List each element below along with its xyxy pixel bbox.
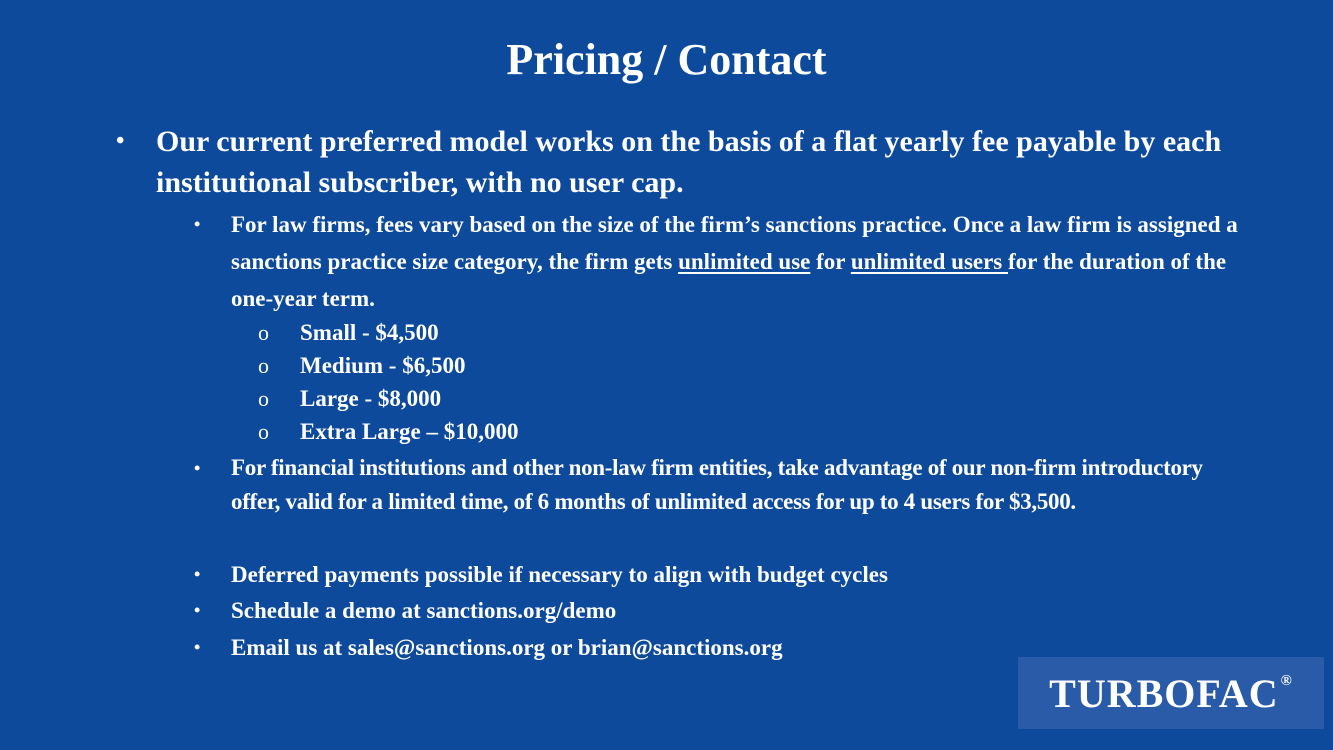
unlimited-use-text: unlimited use xyxy=(678,249,811,274)
registered-mark: ® xyxy=(1280,672,1293,689)
law-firms-text-a: For law firms, fees vary based on the size of the firm’s sanctions practice. Once a law firm is assigned a sanctions practice size category, the firm gets xyxy=(231,212,1238,274)
law-firms-text-b: for xyxy=(810,249,851,274)
tier-label: Large - $8,000 xyxy=(300,386,442,411)
financial-text: For financial institutions and other non-law firm entities, take advantage of our non-firm introductory offer, valid for a limited time, of 6 months of unlimited access for up to 4 users for $3,500. xyxy=(231,455,1203,514)
circle-bullet-icon: o xyxy=(258,320,269,345)
slide-title: Pricing / Contact xyxy=(506,35,827,84)
logo-text: TURBOFAC xyxy=(1049,670,1279,716)
unlimited-users-text: unlimited users xyxy=(850,249,1009,274)
tier-label: Small - $4,500 xyxy=(300,320,439,345)
tier-item xyxy=(258,316,439,349)
turbofac-logo xyxy=(1018,657,1324,729)
main-bullet-point xyxy=(116,121,1256,203)
law-firms-bullet xyxy=(194,206,1241,317)
circle-bullet-icon: o xyxy=(258,386,269,411)
bullet-icon: • xyxy=(194,600,201,620)
bullet-icon: • xyxy=(116,128,125,154)
circle-bullet-icon: o xyxy=(258,353,269,378)
demo-bullet xyxy=(194,592,1241,629)
deferred-text: Deferred payments possible if necessary to align with budget cycles xyxy=(231,562,888,587)
tier-item xyxy=(258,349,466,382)
tier-item xyxy=(258,415,519,448)
main-point-text: Our current preferred model works on the basis of a flat yearly fee payable by each institutional subscriber, with no user cap. xyxy=(156,125,1222,199)
tier-label: Medium - $6,500 xyxy=(300,353,466,378)
bullet-icon: • xyxy=(194,458,201,478)
email-text: Email us at sales@sanctions.org or brian@sanctions.org xyxy=(231,635,783,660)
demo-text: Schedule a demo at sanctions.org/demo xyxy=(231,598,617,623)
tier-label: Extra Large – $10,000 xyxy=(300,419,519,444)
financial-bullet xyxy=(194,451,1241,519)
tier-item xyxy=(258,382,442,415)
circle-bullet-icon: o xyxy=(258,419,269,444)
deferred-bullet xyxy=(194,556,1241,593)
bullet-icon: • xyxy=(194,214,201,234)
bullet-icon: • xyxy=(194,564,201,584)
law-firms-text-c: for the duration of the one-year term. xyxy=(231,249,1227,311)
bullet-icon: • xyxy=(194,637,201,657)
